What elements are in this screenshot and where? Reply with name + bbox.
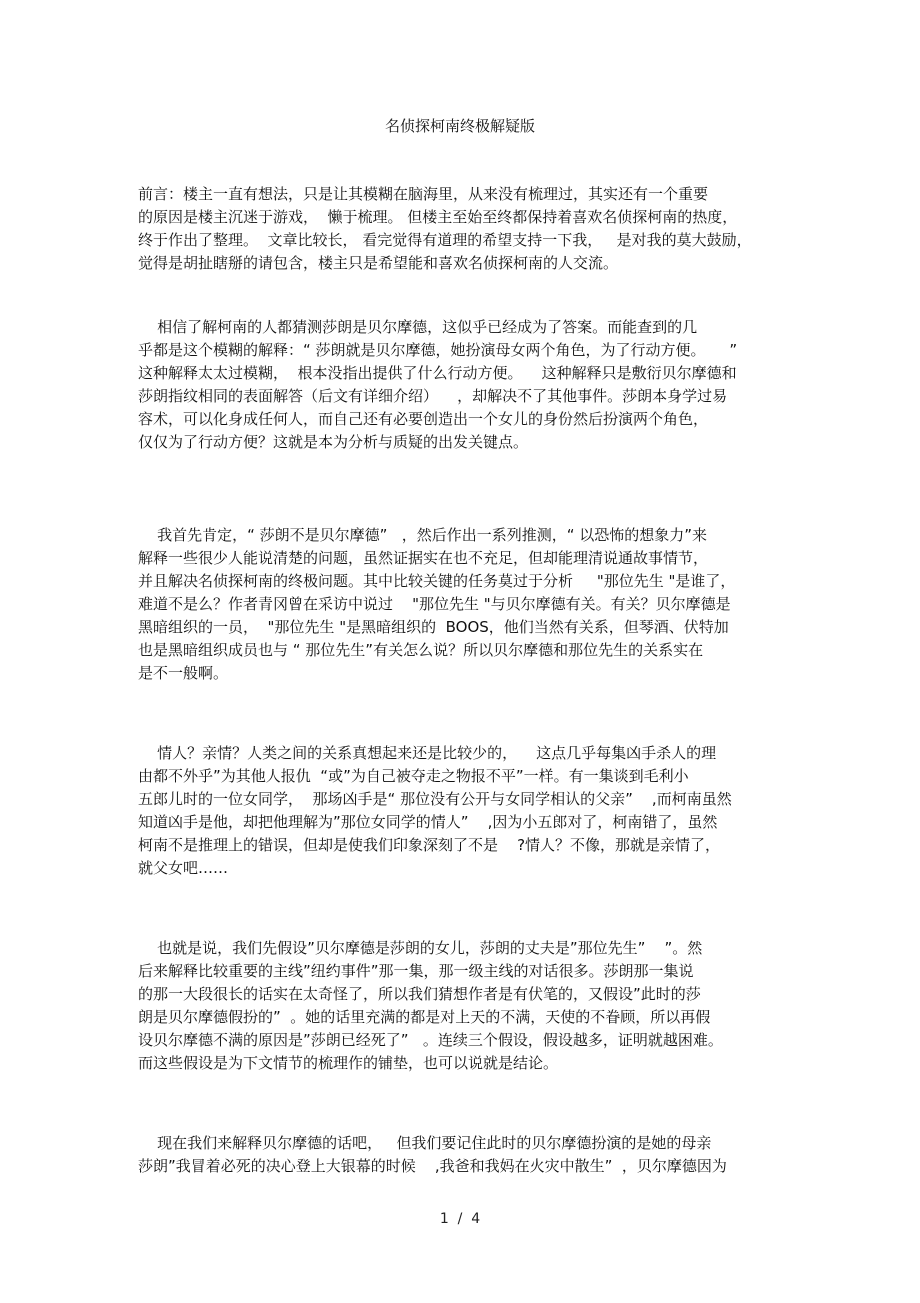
text-line: 并且解决名侦探柯南的终极问题。其中比较关键的任务莫过于分析 "那位先生 "是谁了， <box>138 572 736 590</box>
paragraph-2 <box>138 316 798 454</box>
text-line: 五郎儿时的一位女同学， 那场凶手是“ 那位没有公开与女同学相认的父亲” ,而柯南虽然 <box>138 790 732 808</box>
text-line: 设贝尔摩德不满的原因是”莎朗已经死了” 。连续三个假设，假设越多，证明就越困难。 <box>138 1031 723 1049</box>
text-line: 莎朗指纹相同的表面解答（后文有详细介绍） ，却解决不了其他事件。莎朗本身学过易 <box>138 387 728 405</box>
text-line: 觉得是胡扯瞎掰的请包含，楼主只是希望能和喜欢名侦探柯南的人交流。 <box>138 254 619 272</box>
text-line: 现在我们来解释贝尔摩德的话吧， 但我们要记住此时的贝尔摩德扮演的是她的母亲 <box>138 1134 712 1152</box>
text-line: 柯南不是推理上的错误，但却是使我们印象深刻了不是 ?情人？不像，那就是亲情了， <box>138 836 721 854</box>
text-line: 莎朗”我冒着必死的决心登上大银幕的时候 ,我爸和我妈在火灾中散生” ，贝尔摩德因为 <box>138 1157 727 1175</box>
paragraph-4 <box>138 742 798 880</box>
text-line: 而这些假设是为下文情节的梳理作的铺垫，也可以说就是结论。 <box>138 1054 559 1072</box>
text-line: 相信了解柯南的人都猜测莎朗是贝尔摩德，这似乎已经成为了答案。而能查到的几 <box>138 318 698 336</box>
text-line: 是不一般啊。 <box>138 664 229 682</box>
text-line: 解释一些很少人能说清楚的问题，虽然证据实在也不充足，但却能理清说通故事情节， <box>138 549 709 567</box>
paragraph-5 <box>138 937 798 1075</box>
paragraph-3 <box>138 524 798 685</box>
text-line: 就父女吧…… <box>138 859 229 877</box>
text-line: 前言：楼主一直有想法，只是让其模糊在脑海里，从来没有梳理过，其实还有一个重要 <box>138 185 709 203</box>
text-line: 也就是说，我们先假设”贝尔摩德是莎朗的女儿，莎朗的丈夫是”那位先生” ”。然 <box>138 939 703 957</box>
paragraph-6 <box>138 1132 798 1178</box>
text-line: 我首先肯定，“ 莎朗不是贝尔摩德” ，然后作出一系列推测，“ 以恐怖的想象力”来 <box>138 526 708 544</box>
text-line: 难道不是么？作者青冈曾在采访中说过 "那位先生 "与贝尔摩德有关。有关？贝尔摩德是 <box>138 595 731 613</box>
text-line: 知道凶手是他，却把他理解为”那位女同学的情人” ,因为小五郎对了，柯南错了，虽然 <box>138 813 718 831</box>
text-line: 容术，可以化身成任何人，而自己还有必要创造出一个女儿的身份然后扮演两个角色， <box>138 410 709 428</box>
text-line: 后来解释比较重要的主线”纽约事件”那一集，那一级主线的对话很多。莎朗那一集说 <box>138 962 694 980</box>
text-line: 朗是贝尔摩德假扮的” 。她的话里充满的都是对上天的不满，天使的不眷顾，所以再假 <box>138 1008 711 1026</box>
text-line: 终于作出了整理。 文章比较长， 看完觉得有道理的希望支持一下我， 是对我的莫大鼓励， <box>138 231 752 249</box>
text-line: 仅仅为了行动方便？这就是本为分析与质疑的出发关键点。 <box>138 433 529 451</box>
paragraph-preface <box>138 183 798 275</box>
text-line: 情人？亲情？人类之间的关系真想起来还是比较少的， 这点几乎每集凶手杀人的理 <box>138 744 717 762</box>
text-line: 黑暗组织的一员， "那位先生 "是黑暗组织的 BOOS，他们当然有关系，但琴酒、伏特加 <box>138 618 729 636</box>
page-indicator: 1 / 4 <box>439 1211 481 1227</box>
text-line: 由都不外乎”为其他人报仇 “或”为自己被夺走之物报不平”一样。有一集谈到毛利小 <box>138 767 689 785</box>
text-line: 也是黑暗组织成员也与 “ 那位先生”有关怎么说？所以贝尔摩德和那位先生的关系实在 <box>138 641 704 659</box>
document-title: 名侦探柯南终极解疑版 <box>384 117 535 135</box>
text-line: 乎都是这个模糊的解释：“ 莎朗就是贝尔摩德，她扮演母女两个角色，为了行动方便。 ” <box>138 341 738 359</box>
text-line: 的原因是楼主沉迷于游戏， 懒于梳理。 但楼主至始至终都保持着喜欢名侦探柯南的热度， <box>138 208 738 226</box>
text-line: 这种解释太太过模糊， 根本没指出提供了什么行动方便。 这种解释只是敷衍贝尔摩德和 <box>138 364 737 382</box>
text-line: 的那一大段很长的话实在太奇怪了，所以我们猜想作者是有伏笔的，又假设”此时的莎 <box>138 985 701 1003</box>
